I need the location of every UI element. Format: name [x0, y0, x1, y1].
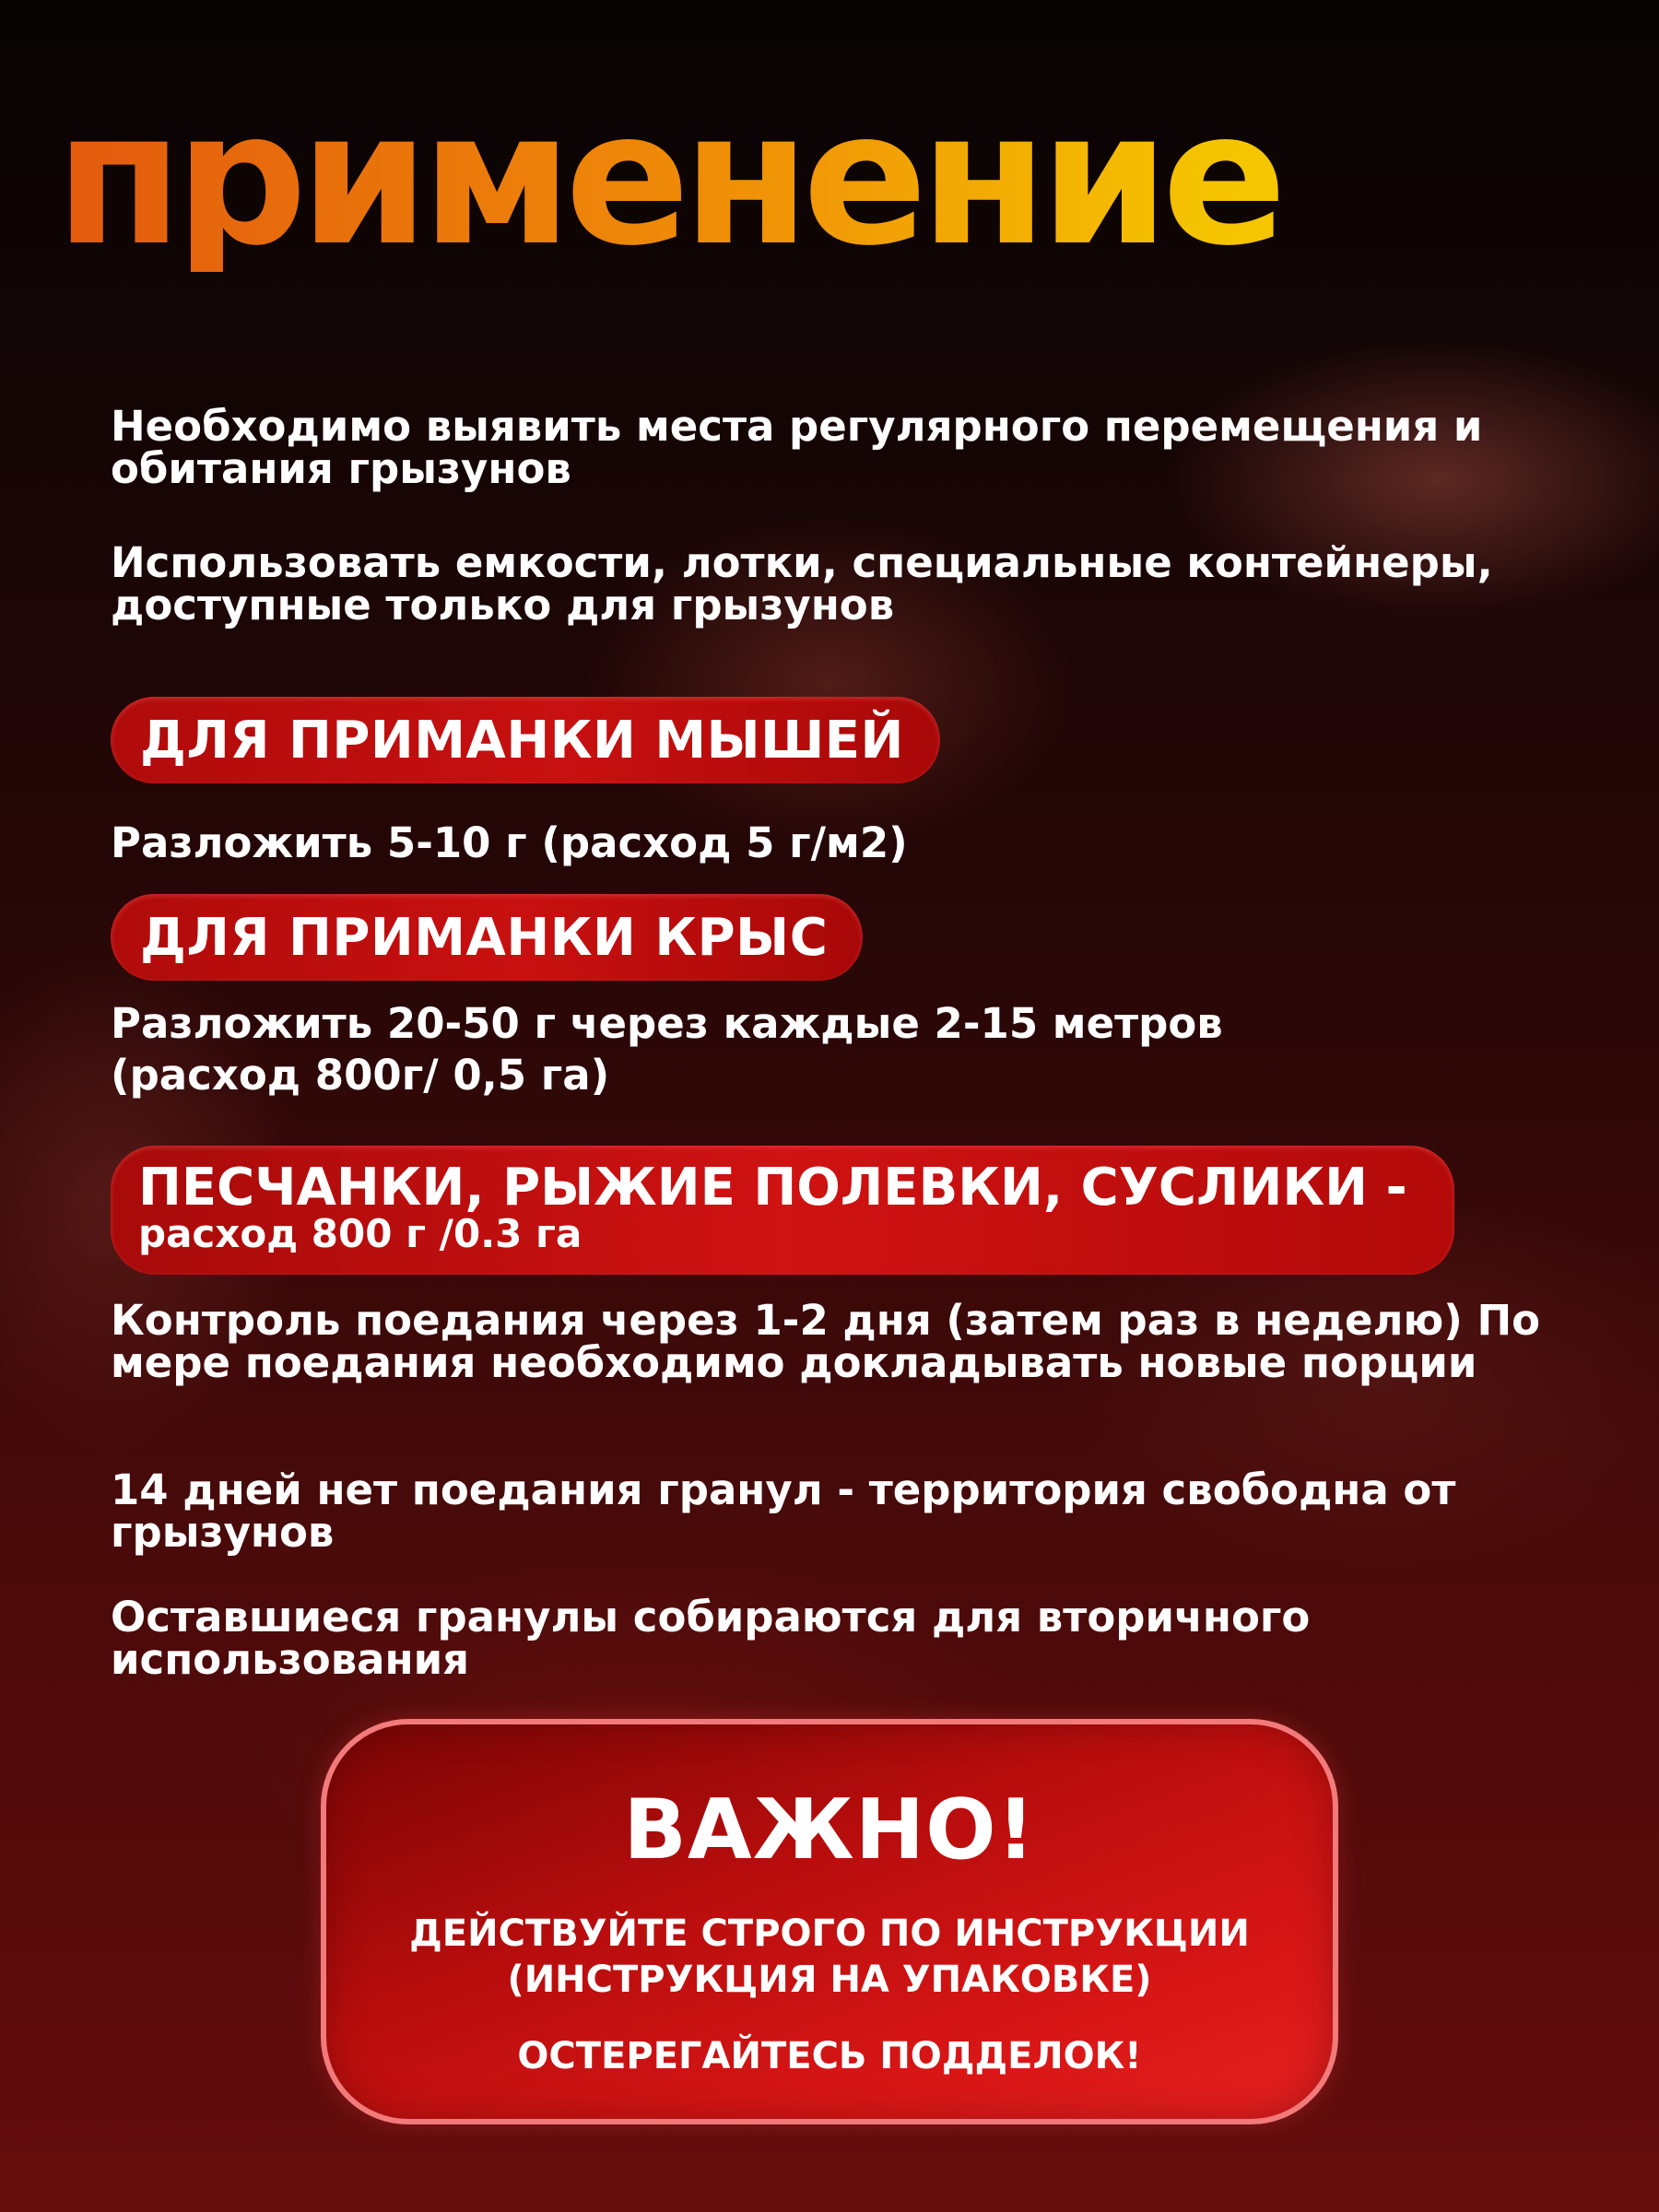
- rats-label: ДЛЯ ПРИМАНКИ КРЫС: [140, 907, 829, 968]
- control-note: Контроль поедания через 1-2 дня (затем раз в неделю) По мере поедания необходимо докладывать новые порции: [111, 1296, 1541, 1387]
- rats-instructions-line1: Разложить 20-50 г через каждые 2-15 метров: [111, 999, 1223, 1048]
- rats-instructions-line2: (расход 800г/ 0,5 га): [111, 1051, 610, 1100]
- warning-box: [321, 1719, 1338, 2124]
- gerbils-label: ПЕСЧАНКИ, РЫЖИЕ ПОЛЕВКИ, СУСЛИКИ -: [138, 1158, 1407, 1218]
- page-title: применение: [55, 88, 1604, 272]
- warning-line-3: ОСТЕРЕГАЙТЕСЬ ПОДДЕЛОК!: [517, 2035, 1142, 2077]
- gerbils-sublabel: расход 800 г /0.3 га: [138, 1211, 582, 1256]
- territory-note: 14 дней нет поедания гранул - территория свободна от грызунов: [111, 1465, 1456, 1557]
- warning-line-2: (ИНСТРУКЦИЯ НА УПАКОВКЕ): [507, 1959, 1152, 2001]
- rats-label-pill: [111, 894, 863, 981]
- gerbils-label-pill: [111, 1146, 1454, 1275]
- mice-label: ДЛЯ ПРИМАНКИ МЫШЕЙ: [140, 710, 904, 771]
- leftover-note: Оставшиеся гранулы собираются для вторичного использования: [111, 1593, 1311, 1684]
- warning-title: ВАЖНО!: [623, 1782, 1036, 1878]
- intro-paragraph-2: Использовать емкости, лотки, специальные контейнеры, доступные только для грызунов: [111, 538, 1493, 629]
- mice-instructions: Разложить 5-10 г (расход 5 г/м2): [111, 818, 908, 867]
- warning-line-1: ДЕЙСТВУЙТЕ СТРОГО ПО ИНСТРУКЦИИ: [409, 1912, 1250, 1955]
- mice-label-pill: [111, 697, 940, 783]
- intro-paragraph-1: Необходимо выявить места регулярного перемещения и обитания грызунов: [111, 402, 1483, 493]
